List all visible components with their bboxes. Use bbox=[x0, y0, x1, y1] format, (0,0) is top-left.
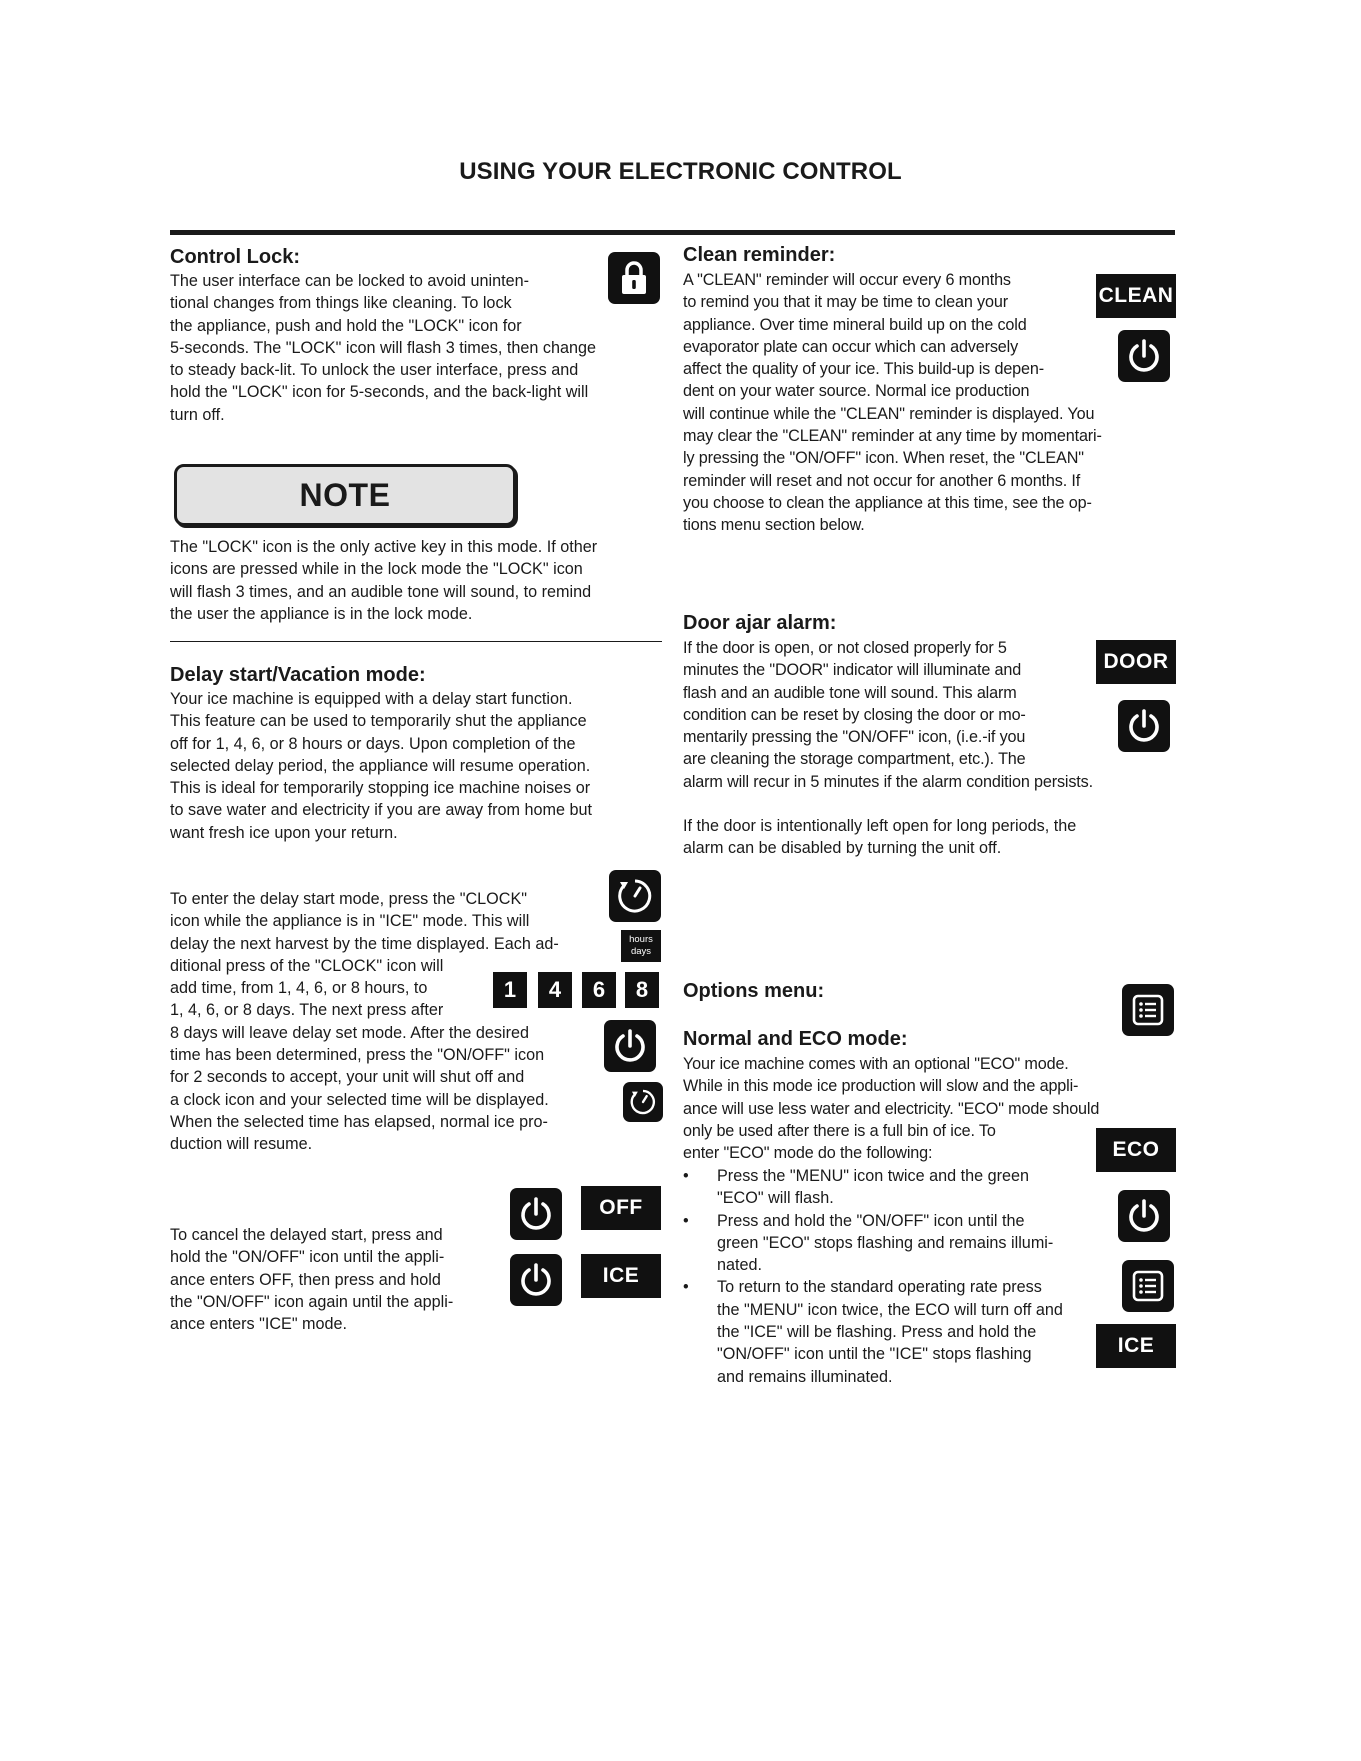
eco-steps-list bbox=[683, 1165, 1063, 1388]
list-item: • To return to the standard operating rate press the "MENU" icon twice, the ECO will turn off and the "ICE" will be flashing. Press and hold the "ON/OFF" icon until the "ICE" stops flashing and remains illuminated. bbox=[683, 1276, 1063, 1387]
eco-indicator: ECO bbox=[1096, 1128, 1176, 1172]
menu-icon bbox=[1122, 984, 1174, 1036]
eco-mode-heading: Normal and ECO mode: bbox=[683, 1028, 908, 1050]
clean-indicator: CLEAN bbox=[1096, 274, 1176, 318]
menu-icon bbox=[1122, 1260, 1174, 1312]
control-lock-text: The user interface can be locked to avoid uninten- tional changes from things like cleaning. To lock the appliance, push and hold the "LOCK" icon for 5-seconds. The "LOCK" icon will flash 3 times, then change to steady back-lit. To unlock the user interface, press and hold the "LOCK" icon for 5-seconds, and the back-light will turn off. bbox=[170, 272, 596, 424]
door-ajar-text-2: If the door is intentionally left open for long periods, the alarm can be disabled by turning the unit off. bbox=[683, 817, 1077, 858]
ice-indicator: ICE bbox=[581, 1254, 661, 1298]
clean-reminder-text: A "CLEAN" reminder will occur every 6 months to remind you that it may be time to clean your appliance. Over time mineral build up on the cold evaporator plate can occur which can adversely affect the quality of your ice. This build-up is depen- dent on your water source. Normal ice production will continue while the "CLEAN" reminder is displayed. You may clear the "CLEAN" reminder at any time by momentari- ly pressing the "ON/OFF" icon. When reset, the "CLEAN" reminder will reset and not occur for another 6 months. If you choose to clean the appliance at this time, see the op- tions menu section below. bbox=[683, 271, 1102, 535]
options-menu-heading: Options menu: bbox=[683, 980, 825, 1002]
note-banner: NOTE bbox=[174, 464, 516, 526]
delay-start-text: Your ice machine is equipped with a delay start function. This feature can be used to temporarily shut the appliance off for 1, 4, 6, or 8 hours or days. Upon completion of the selected delay period, the appliance will resume operation. This is ideal for temporarily stopping ice machine noises or to save water and electricity if you are away from home but want fresh ice upon your return. bbox=[170, 690, 592, 842]
door-ajar-heading: Door ajar alarm: bbox=[683, 612, 837, 634]
delay-enter-text: To enter the delay start mode, press the "CLOCK" icon while the appliance is in "ICE" mode. This will delay the next harvest by the time displayed. Each ad- ditional press of the "CLOCK" icon will add time, from 1, 4, 6, or 8 hours, to 1, 4, 6, or 8 days. The next press after 8 days will leave delay set mode. After the desired time has been determined, press the "ON/OFF" icon for 2 seconds to accept, your unit will shut off and a clock icon and your selected time will be displayed. When the selected time has elapsed, normal ice pro- duction will resume. bbox=[170, 890, 559, 1154]
clock-icon bbox=[623, 1082, 663, 1122]
top-divider bbox=[170, 230, 1175, 235]
power-icon bbox=[1118, 1190, 1170, 1242]
delay-8-box: 8 bbox=[625, 972, 659, 1008]
clock-icon bbox=[609, 870, 661, 922]
delay-4-box: 4 bbox=[538, 972, 572, 1008]
delay-1-box: 1 bbox=[493, 972, 527, 1008]
power-icon bbox=[604, 1020, 656, 1072]
off-indicator: OFF bbox=[581, 1186, 661, 1230]
section-divider bbox=[170, 641, 662, 642]
door-ajar-text: If the door is open, or not closed properly for 5 minutes the "DOOR" indicator will illuminate and flash and an audible tone will sound. This alarm condition can be reset by closing the door or mo- mentarily pressing the "ON/OFF" icon, (i.e.-if you are cleaning the storage compartment, etc.). The alarm will recur in 5 minutes if the alarm condition persists. bbox=[683, 639, 1093, 791]
control-lock-heading: Control Lock: bbox=[170, 246, 300, 268]
delay-start-heading: Delay start/Vacation mode: bbox=[170, 664, 426, 686]
power-icon bbox=[510, 1188, 562, 1240]
note-text: The "LOCK" icon is the only active key in this mode. If other icons are pressed while in the lock mode the "LOCK" icon will flash 3 times, and an audible tone will sound, to remind the user the appliance is in the lock mode. bbox=[170, 538, 598, 623]
list-item: • Press and hold the "ON/OFF" icon until the green "ECO" stops flashing and remains illumi- nated. bbox=[683, 1210, 1063, 1277]
hours-days-indicator: hours days bbox=[621, 930, 661, 962]
ice-indicator: ICE bbox=[1096, 1324, 1176, 1368]
power-icon bbox=[510, 1254, 562, 1306]
door-indicator: DOOR bbox=[1096, 640, 1176, 684]
eco-mode-text: Your ice machine comes with an optional "ECO" mode. While in this mode ice production will slow and the appli- ance will use less water and electricity. "ECO" mode should only be used after there is a full bin of ice. To enter "ECO" mode do the following: bbox=[683, 1055, 1100, 1163]
page-title: USING YOUR ELECTRONIC CONTROL bbox=[459, 158, 902, 185]
delay-cancel-text: To cancel the delayed start, press and hold the "ON/OFF" icon until the appli- ance enters OFF, then press and hold the "ON/OFF" icon again until the appli- ance enters "ICE" mode. bbox=[170, 1226, 454, 1334]
clean-reminder-heading: Clean reminder: bbox=[683, 244, 836, 266]
list-item: • Press the "MENU" icon twice and the green "ECO" will flash. bbox=[683, 1165, 1063, 1210]
delay-6-box: 6 bbox=[582, 972, 616, 1008]
